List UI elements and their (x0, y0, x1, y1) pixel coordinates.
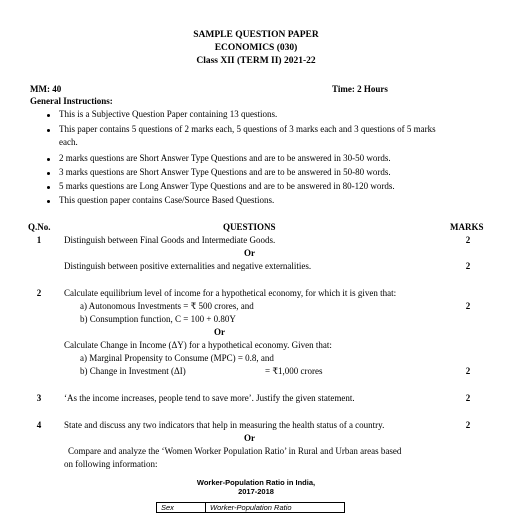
class-title: Class XII (TERM II) 2021-22 (196, 56, 316, 66)
table-header-cell: Sex (157, 503, 206, 513)
question-marks: 2 (465, 420, 471, 430)
question-marks: 2 (465, 366, 471, 376)
or-label: Or (244, 248, 255, 258)
question-marks: 2 (465, 301, 471, 311)
or-label: Or (244, 433, 255, 443)
question-text: Compare and analyze the ‘Women Worker Population Ratio’ in Rural and Urban areas based (68, 446, 402, 456)
question-subitem: a) Autonomous Investments = ₹ 500 crores, and (80, 301, 254, 311)
question-number: 4 (36, 420, 42, 430)
question-marks: 2 (465, 235, 471, 245)
question-text: Distinguish between positive externalities and negative externalities. (64, 261, 312, 271)
instruction-item: 2 marks questions are Short Answer Type Questions and are to be answered in 30-50 words. (59, 153, 391, 163)
instructions-title: General Instructions: (30, 96, 113, 106)
instruction-item: This paper contains 5 questions of 2 marks each, 5 questions of 3 marks each and 3 questions of 5 marks (59, 124, 436, 134)
or-label: Or (214, 327, 225, 337)
question-marks: 2 (465, 393, 471, 403)
table-title: Worker-Population Ratio in India, (196, 478, 316, 487)
bullet-icon (47, 186, 50, 189)
question-text: Distinguish between Final Goods and Intermediate Goods. (64, 235, 276, 245)
question-text-cont: on following information: (64, 459, 158, 469)
bullet-icon (47, 114, 50, 117)
question-text: Calculate equilibrium level of income for a hypothetical economy, for which it is given that: (64, 288, 397, 298)
question-text: ‘As the income increases, people tend to save more’. Justify the given statement. (64, 393, 355, 403)
worker-population-table (156, 502, 345, 513)
question-text: State and discuss any two indicators that help in measuring the health status of a country. (64, 420, 385, 430)
subject-title: ECONOMICS (030) (214, 43, 298, 53)
question-marks: 2 (465, 261, 471, 271)
question-subitem-value: = ₹1,000 crores (265, 366, 323, 376)
question-subitem: b) Change in Investment (ΔI) (80, 366, 186, 376)
bullet-icon (47, 172, 50, 175)
question-number: 3 (36, 393, 42, 403)
question-number: 2 (36, 288, 42, 298)
bullet-icon (47, 129, 50, 132)
bullet-icon (47, 158, 50, 161)
question-subitem: b) Consumption function, C = 100 + 0.80Y (80, 314, 236, 324)
bullet-icon (47, 200, 50, 203)
max-marks: MM: 40 (30, 84, 62, 94)
time-allowed: Time: 2 Hours (332, 84, 388, 94)
paper-title: SAMPLE QUESTION PAPER (193, 30, 319, 40)
instruction-item: This is a Subjective Question Paper containing 13 questions. (59, 109, 278, 119)
question-number: 1 (36, 235, 42, 245)
instruction-item: 3 marks questions are Short Answer Type Questions and are to be answered in 50-80 words. (59, 167, 391, 177)
question-subitem: a) Marginal Propensity to Consume (MPC) = 0.8, and (80, 353, 274, 363)
questions-header: QUESTIONS (223, 222, 276, 232)
table-subtitle: 2017-2018 (238, 487, 274, 496)
qno-header: Q.No. (28, 222, 51, 232)
marks-header: MARKS (450, 222, 484, 232)
instruction-item: 5 marks questions are Long Answer Type Questions and are to be answered in 80-120 words. (59, 181, 395, 191)
instruction-item-cont: each. (59, 137, 78, 147)
table-header-row (157, 503, 345, 513)
table-header-cell: Worker-Population Ratio (206, 503, 345, 513)
instruction-item: This question paper contains Case/Source Based Questions. (59, 195, 275, 205)
question-text: Calculate Change in Income (ΔY) for a hypothetical economy. Given that: (64, 340, 332, 350)
